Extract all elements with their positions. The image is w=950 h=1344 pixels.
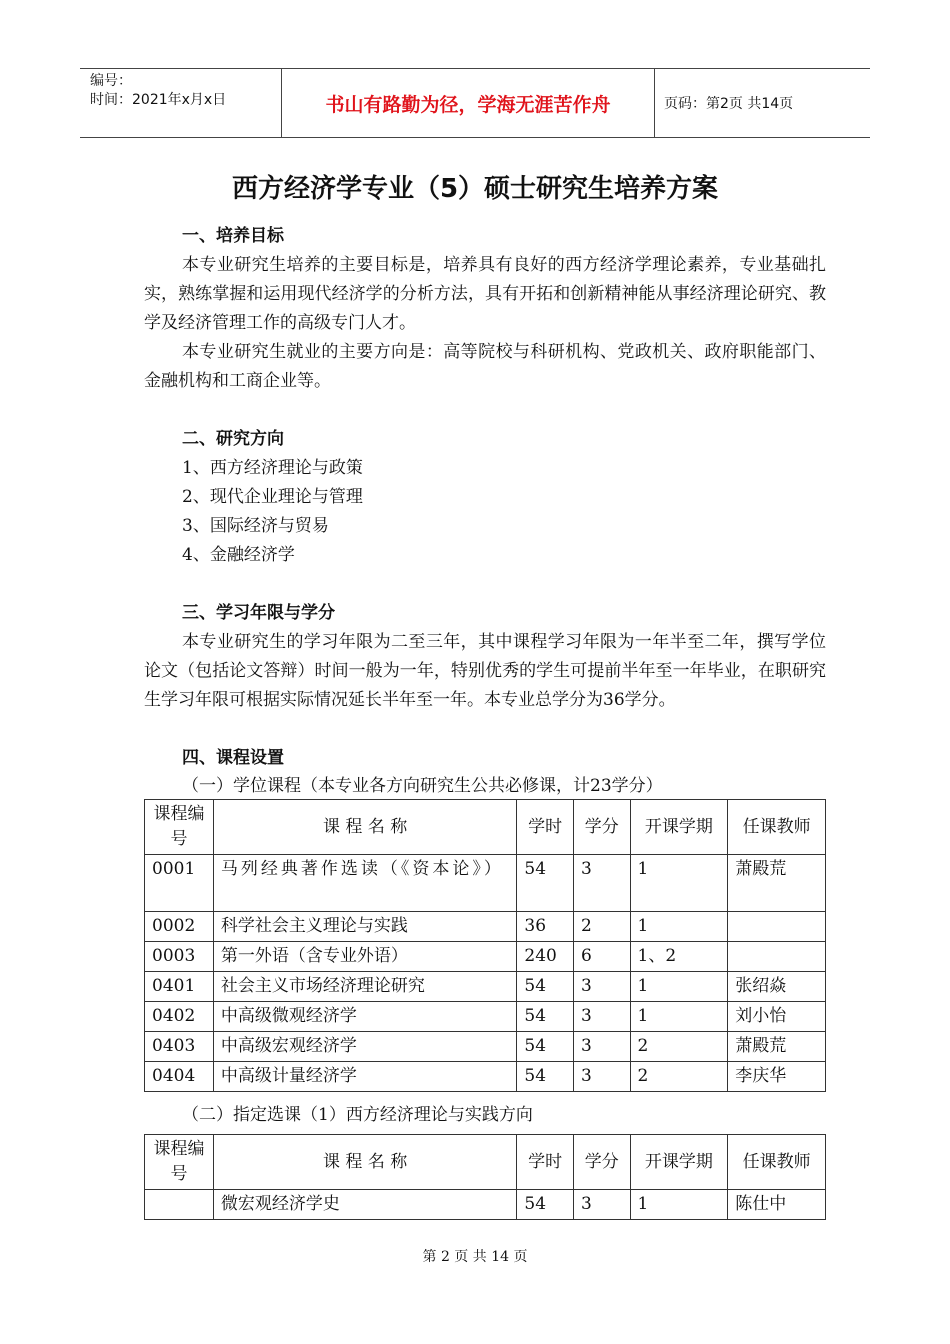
- cell-term: 1: [630, 1002, 728, 1032]
- cell-teacher: [728, 912, 826, 942]
- subsection-heading: （二）指定选课（1）西方经济理论与实践方向: [182, 1105, 533, 1125]
- cell-teacher: 萧殿荒: [728, 1032, 826, 1062]
- cell-term: 1: [630, 1190, 728, 1220]
- cell-term: 1: [630, 912, 728, 942]
- table-row: [145, 1032, 826, 1062]
- table-row: [145, 1062, 826, 1092]
- cell-code: 0403: [145, 1032, 214, 1062]
- course-table-elective: [144, 1134, 826, 1220]
- cell-name: 马列经典著作选读（《资本论》）: [213, 855, 516, 912]
- cell-hours: 240: [517, 942, 574, 972]
- cell-teacher: [728, 942, 826, 972]
- table-row: [145, 1002, 826, 1032]
- cell-name: 第一外语（含专业外语）: [213, 942, 516, 972]
- header-hours: 学时: [517, 1135, 574, 1190]
- cell-hours: 54: [517, 1002, 574, 1032]
- header-meta: [80, 69, 282, 137]
- table-row: [145, 972, 826, 1002]
- time-label: 时间：2021年x月x日: [90, 92, 227, 108]
- cell-teacher: 张绍焱: [728, 972, 826, 1002]
- page-footer: 第 2 页 共 14 页: [422, 1249, 528, 1265]
- cell-term: 1: [630, 855, 728, 912]
- cell-hours: 36: [517, 912, 574, 942]
- cell-credits: 3: [573, 1062, 630, 1092]
- header-code: 课程编号: [145, 1135, 214, 1190]
- document-body: [144, 222, 826, 1220]
- header-credits: 学分: [573, 1135, 630, 1190]
- cell-teacher: 刘小怡: [728, 1002, 826, 1032]
- cell-teacher: 李庆华: [728, 1062, 826, 1092]
- cell-name: 科学社会主义理论与实践: [213, 912, 516, 942]
- cell-name: 中高级计量经济学: [213, 1062, 516, 1092]
- cell-code: 0001: [145, 855, 214, 912]
- header-page-info: 页码：第2页 共14页: [664, 96, 794, 112]
- section-heading: 四、课程设置: [182, 748, 284, 768]
- code-label: 编号：: [90, 73, 132, 89]
- subsection-heading: （一）学位课程（本专业各方向研究生公共必修课，计23学分）: [182, 776, 663, 796]
- section-heading: 一、培养目标: [182, 226, 284, 246]
- cell-code: 0401: [145, 972, 214, 1002]
- header-credits: 学分: [573, 800, 630, 855]
- list-item: 1、西方经济理论与政策: [182, 458, 363, 478]
- paragraph: 本专业研究生的学习年限为二至三年，其中课程学习年限为一年半至二年，撰写学位论文（包括论文答辩）时间一般为一年，特别优秀的学生可提前半年至一年毕业，在职研究生学习年限可根据实际情况延长半年至一年。本专业总学分为36学分。: [144, 632, 826, 710]
- header-teacher: 任课教师: [728, 800, 826, 855]
- header-hours: 学时: [517, 800, 574, 855]
- cell-code: 0002: [145, 912, 214, 942]
- cell-teacher: 陈仕中: [728, 1190, 826, 1220]
- cell-name: 中高级宏观经济学: [213, 1032, 516, 1062]
- header-teacher: 任课教师: [728, 1135, 826, 1190]
- cell-term: 2: [630, 1032, 728, 1062]
- paragraph: 本专业研究生就业的主要方向是：高等院校与科研机构、党政机关、政府职能部门、金融机构和工商企业等。: [144, 342, 826, 391]
- cell-code: 0404: [145, 1062, 214, 1092]
- list-item: 2、现代企业理论与管理: [182, 487, 363, 507]
- cell-hours: 54: [517, 1062, 574, 1092]
- cell-credits: 6: [573, 942, 630, 972]
- table-row: [145, 942, 826, 972]
- cell-credits: 3: [573, 855, 630, 912]
- cell-hours: 54: [517, 1190, 574, 1220]
- table-row: [145, 855, 826, 912]
- section-heading: 三、学习年限与学分: [182, 603, 335, 623]
- table-header-row: [145, 1135, 826, 1190]
- cell-hours: 54: [517, 1032, 574, 1062]
- page-header: [80, 68, 870, 138]
- cell-code: 0402: [145, 1002, 214, 1032]
- cell-name: 社会主义市场经济理论研究: [213, 972, 516, 1002]
- section-heading: 二、研究方向: [182, 429, 284, 449]
- course-table-degree: [144, 799, 826, 1092]
- header-motto: 书山有路勤为径，学海无涯苦作舟: [282, 69, 655, 137]
- cell-credits: 3: [573, 1002, 630, 1032]
- cell-credits: 3: [573, 972, 630, 1002]
- cell-term: 1: [630, 972, 728, 1002]
- header-code: 课程编号: [145, 800, 214, 855]
- header-name: 课 程 名 称: [213, 800, 516, 855]
- list-item: 4、金融经济学: [182, 545, 295, 565]
- paragraph: 本专业研究生培养的主要目标是，培养具有良好的西方经济学理论素养，专业基础扎实，熟练掌握和运用现代经济学的分析方法，具有开拓和创新精神能从事经济理论研究、教学及经济管理工作的高级专门人才。: [144, 255, 826, 333]
- table-header-row: [145, 800, 826, 855]
- cell-term: 1、2: [630, 942, 728, 972]
- cell-name: 中高级微观经济学: [213, 1002, 516, 1032]
- cell-hours: 54: [517, 855, 574, 912]
- header-term: 开课学期: [630, 800, 728, 855]
- cell-credits: 3: [573, 1190, 630, 1220]
- header-name: 课 程 名 称: [213, 1135, 516, 1190]
- list-item: 3、国际经济与贸易: [182, 516, 329, 536]
- cell-code: 0003: [145, 942, 214, 972]
- cell-credits: 3: [573, 1032, 630, 1062]
- cell-credits: 2: [573, 912, 630, 942]
- cell-term: 2: [630, 1062, 728, 1092]
- table-row: [145, 1190, 826, 1220]
- cell-name: 微宏观经济学史: [213, 1190, 516, 1220]
- cell-code: [145, 1190, 214, 1220]
- table-row: [145, 912, 826, 942]
- header-term: 开课学期: [630, 1135, 728, 1190]
- cell-hours: 54: [517, 972, 574, 1002]
- document-title: 西方经济学专业（5）硕士研究生培养方案: [231, 174, 719, 204]
- cell-teacher: 萧殿荒: [728, 855, 826, 912]
